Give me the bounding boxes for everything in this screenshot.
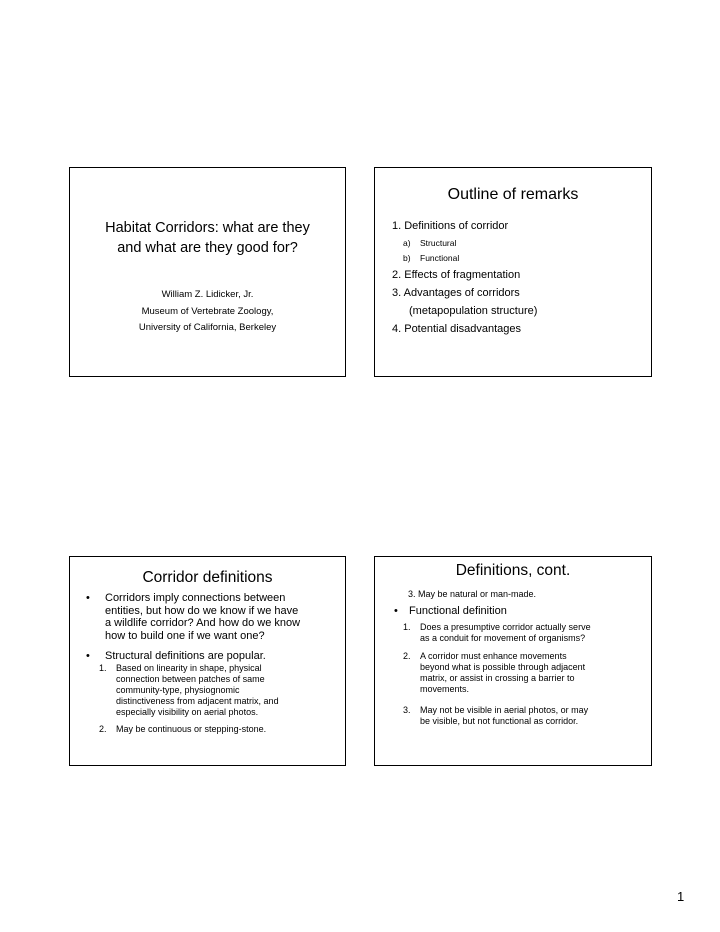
slide-heading: Outline of remarks <box>447 186 579 203</box>
slide-heading: Corridor definitions <box>142 569 273 586</box>
slide-outline <box>374 167 652 377</box>
outline-item-2: 2. Effects of fragmentation <box>392 269 521 281</box>
text-line: how to build one if we want one? <box>105 629 265 642</box>
bullet-icon: • <box>394 605 398 617</box>
page-number: 1 <box>677 889 685 904</box>
outline-item-4: 4. Potential disadvantages <box>392 323 522 335</box>
slide-corridor-definitions <box>69 556 346 766</box>
affiliation-line-1: Museum of Vertebrate Zoology, <box>141 305 274 317</box>
list-item-text <box>420 622 591 644</box>
slide-title <box>69 167 346 377</box>
outline-sub-a: Structural <box>420 238 457 248</box>
text-line: distinctiveness from adjacent matrix, and <box>116 696 279 706</box>
author-block <box>70 287 345 337</box>
title-line-1: Habitat Corridors: what are they <box>105 220 310 236</box>
presentation-title <box>70 218 345 258</box>
outline-item-3: 3. Advantages of corridors <box>392 287 520 299</box>
outline-sub-b-marker: b) <box>403 253 411 263</box>
outline-sub-a-marker: a) <box>403 238 411 248</box>
bullet-text: Structural definitions are popular. <box>105 650 266 662</box>
text-line: movements. <box>420 684 470 694</box>
text-line: connection between patches of same <box>116 674 265 684</box>
outline-sub-b: Functional <box>420 253 460 263</box>
title-line-2: and what are they good for? <box>117 240 298 256</box>
text-line: matrix, or assist in crossing a barrier to <box>420 673 575 683</box>
list-marker: 1. <box>403 622 411 632</box>
affiliation-line-2: University of California, Berkeley <box>138 322 277 333</box>
bullet-text: Functional definition <box>409 605 507 617</box>
list-marker: 3. <box>403 705 411 715</box>
list-marker: 1. <box>99 663 107 673</box>
text-line: community-type, physiognomic <box>116 685 240 695</box>
slide-heading: Definitions, cont. <box>455 562 571 579</box>
list-marker: 2. <box>403 651 411 661</box>
text-line: beyond what is possible through adjacent <box>420 662 586 672</box>
author-name: William Z. Lidicker, Jr. <box>161 289 254 300</box>
text-line: be visible, but not functional as corridor. <box>420 716 579 726</box>
outline-item-1: 1. Definitions of corridor <box>392 220 509 232</box>
list-item-text <box>420 705 588 727</box>
outline-item-3-cont: (metapopulation structure) <box>409 305 538 317</box>
intro-line: 3. May be natural or man-made. <box>408 589 537 599</box>
bullet-icon: • <box>86 650 90 662</box>
text-line: Corridors imply connections between <box>105 592 286 604</box>
list-item-text <box>420 651 585 695</box>
text-line: especially visibility on aerial photos. <box>116 707 259 717</box>
text-line: a wildlife corridor? And how do we know <box>105 617 301 629</box>
list-item-text <box>116 663 279 718</box>
text-line: May not be visible in aerial photos, or may <box>420 705 589 715</box>
list-marker: 2. <box>99 724 107 734</box>
text-line: A corridor must enhance movements <box>420 651 567 661</box>
text-line: Does a presumptive corridor actually serve <box>420 622 591 632</box>
text-line: entities, but how do we know if we have <box>105 604 299 617</box>
slide-definitions-cont <box>374 556 652 766</box>
text-line: as a conduit for movement of organisms? <box>420 633 586 643</box>
text-line: Based on linearity in shape, physical <box>116 663 262 673</box>
list-item-text: May be continuous or stepping-stone. <box>116 724 267 734</box>
bullet-icon: • <box>86 592 90 604</box>
bullet-text <box>105 592 300 642</box>
